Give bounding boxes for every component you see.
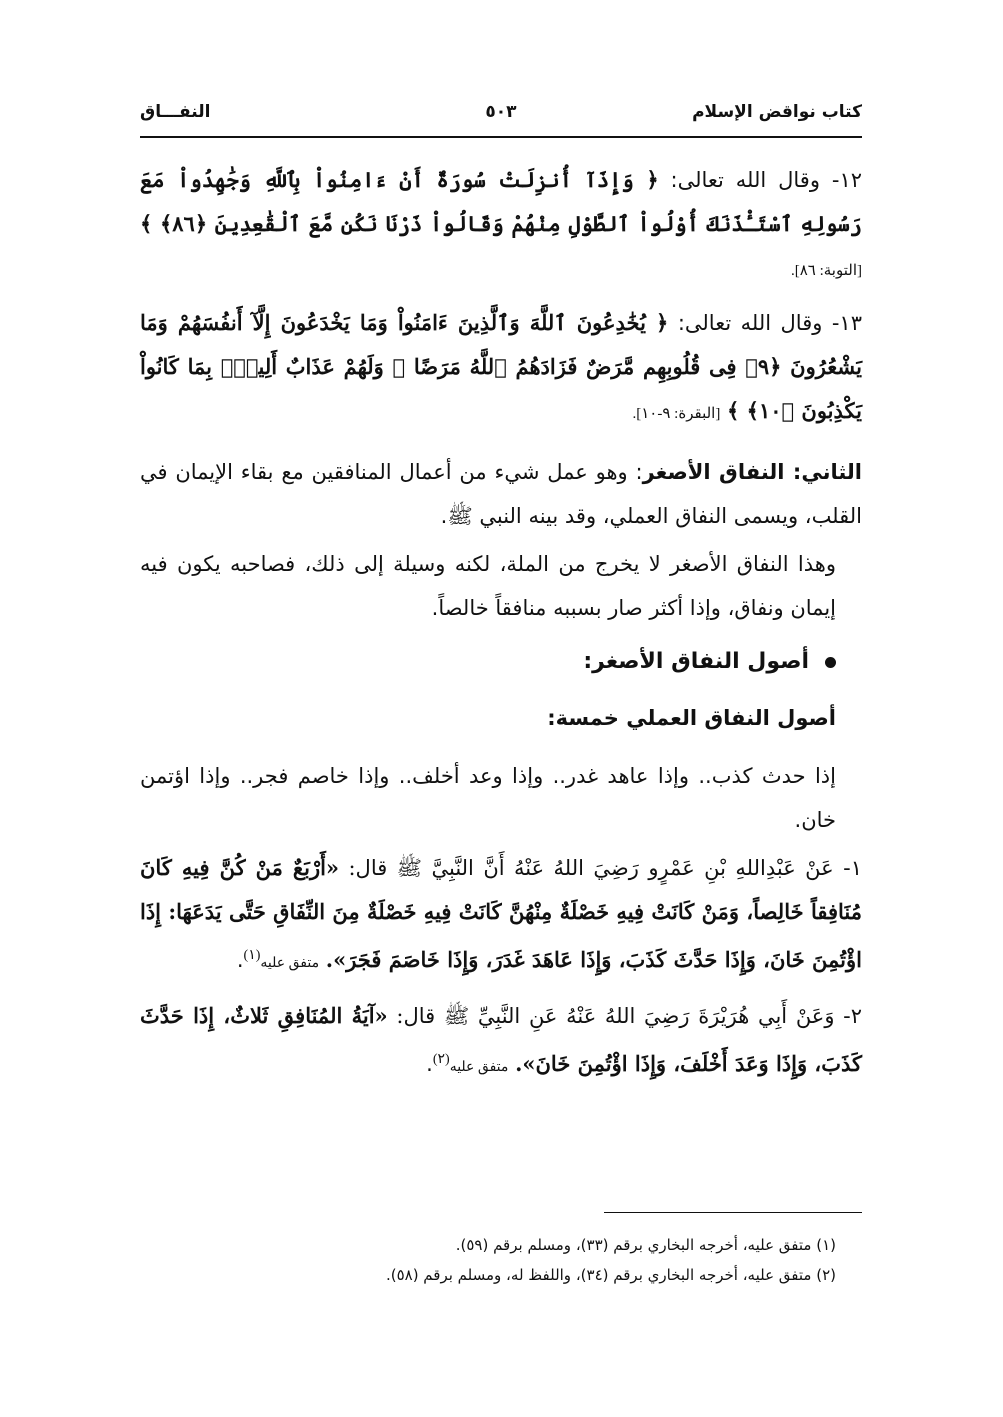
verse-label: ١٢- وقال الله تعالى: (670, 168, 862, 192)
hadith-number: ١- (843, 856, 862, 880)
bullet-heading-row (140, 640, 862, 684)
footnote-mark: (١) (243, 948, 261, 963)
definition-term: الثاني: النفاق الأصغر (642, 460, 862, 484)
verse-reference: [التوبة: ٨٦]. (790, 263, 862, 279)
minor-hypocrisy-paragraph: وهذا النفاق الأصغر لا يخرج من الملة، لكنه وسيلة إلى ذلك، فصاحبه يكون فيه إيمان ونفاق، وإذا أكثر صار بسببه منافقاً خالصاً. (140, 552, 836, 620)
footnotes (140, 1230, 862, 1290)
definition-text: : وهو عمل شيء من أعمال المنافقين مع بقاء الإيمان في القلب، ويسمى النفاق العملي، وقد بينه النبي ﷺ. (140, 460, 862, 528)
book-title: كتاب نواقض الإسلام (692, 102, 862, 122)
verse-item-13 (140, 301, 862, 436)
traits-list-text: إذا حدث كذب.. وإذا عاهد غدر.. وإذا وعد أخلف.. وإذا خاصم فجر.. وإذا اؤتمن خان. (140, 764, 836, 832)
hadith-source: متفق عليه (260, 956, 320, 971)
hadith-text: «آيَةُ المُنَافِقِ ثَلاثٌ، إِذَا حَدَّثَ كَذَبَ، وَإِذَا وَعَدَ أَخْلَفَ، وَإِذَا اؤْتُمِنَ خَانَ». (140, 1003, 862, 1076)
quran-verse: ﴿ وَإِذَآ أُنزِلَتْ سُورَةٌ أَنْ ءَامِنُواْ بِٱللَّهِ وَجَٰهِدُواْ مَعَ رَسُولِهِ ٱسْتَـْٔذَنَكَ أُوْلُواْ ٱلطَّوْلِ مِنْهُمْ وَقَالُواْ ذَرْنَا نَكُن مَّعَ ٱلْقَٰعِدِينَ ﴿٨٦﴾ ﴾ (140, 167, 862, 236)
hadith-number: ٢- (843, 1004, 863, 1028)
hadith-source: متفق عليه (449, 1060, 509, 1075)
chapter-title: النفـــاق (140, 102, 211, 122)
minor-hypocrisy-definition (140, 450, 862, 538)
verse-reference: [البقرة: ٩-١٠]. (632, 406, 721, 422)
page-body (140, 158, 862, 1098)
footnote-mark: (٢) (432, 1052, 450, 1067)
verse-label: ١٣- وقال الله تعالى: (677, 311, 862, 335)
sub-heading: أصول النفاق العملي خمسة: (547, 706, 836, 730)
footnote-1: (١) متفق عليه، أخرجه البخاري برقم (٣٣)، ومسلم برقم (٥٩). (455, 1236, 836, 1254)
footnote-divider (604, 1212, 862, 1213)
hadith-text: «أَرْبَعٌ مَنْ كُنَّ فِيهِ كَانَ مُنَافِقاً خَالِصاً، وَمَنْ كَانَتْ فِيهِ خَصْلَةٌ مِنْهُنَّ كَانَتْ فِيهِ خَصْلَةٌ مِنَ النِّفَاقِ حَتَّى يَدَعَهَا: إِذَا اؤْتُمِنَ خَانَ، وَإِذَا حَدَّثَ كَذَبَ، وَإِذَا عَاهَدَ غَدَرَ، وَإِذَا خَاصَمَ فَجَرَ». (140, 855, 862, 972)
hadith-item-2: ٢- وَعَنْ أَبِي هُرَيْرَةَ رَضِيَ اللهُ عَنْهُ عَنِ النَّبِيِّ ﷺ قال: «آيَةُ المُنَافِقِ ثَلاثٌ، إِذَا حَدَّثَ كَذَبَ، وَإِذَا وَعَدَ أَخْلَفَ، وَإِذَا اؤْتُمِنَ خَانَ». متفق عليه$^{(٢)}$. (140, 1003, 863, 1076)
hadith-item-1: ١- عَنْ عَبْدِاللهِ بْنِ عَمْرٍو رَضِيَ اللهُ عَنْهُ أَنَّ النَّبِيَّ ﷺ قال: «أَرْبَعٌ مَنْ كُنَّ فِيهِ كَانَ مُنَافِقاً خَالِصاً، وَمَنْ كَانَتْ فِيهِ خَصْلَةٌ مِنْهُنَّ كَانَتْ فِيهِ خَصْلَةٌ مِنَ النِّفَاقِ حَتَّى يَدَعَهَا: إِذَا اؤْتُمِنَ خَانَ، وَإِذَا حَدَّثَ كَذَبَ، وَإِذَا عَاهَدَ غَدَرَ، وَإِذَا خَاصَمَ فَجَرَ». متفق عليه$^{(١)}$. (140, 855, 862, 972)
footnote-2: (٢) متفق عليه، أخرجه البخاري برقم (٣٤)، واللفظ له، ومسلم برقم (٥٨). (385, 1266, 836, 1284)
hadith-intro: عَنْ عَبْدِاللهِ بْنِ عَمْرٍو رَضِيَ اللهُ عَنْهُ أَنَّ النَّبِيَّ ﷺ قال: (348, 856, 834, 880)
page-number: ٥٠٣ (485, 102, 517, 122)
verse-item-12 (140, 158, 862, 293)
page-header (140, 96, 862, 138)
bullet-dot-icon (825, 657, 836, 668)
quran-verse: ﴿ يُخَٰدِعُونَ ٱللَّهَ وَٱلَّذِينَ ءَامَنُواْ وَمَا يَخْدَعُونَ إِلَّآ أَنفُسَهُمْ وَمَا يَشْعُرُونَ ﴿٩﴾ فِى قُلُوبِهِم مَّرَضٌ فَزَادَهُمُ ٱللَّهُ مَرَضًا ۖ وَلَهُمْ عَذَابٌ أَلِيمٌۢ بِمَا كَانُواْ يَكْذِبُونَ ﴿١٠﴾ ﴾ (140, 310, 863, 423)
bullet-heading: أصول النفاق الأصغر: (583, 649, 809, 674)
hadith-intro: وَعَنْ أَبِي هُرَيْرَةَ رَضِيَ اللهُ عَنْهُ عَنِ النَّبِيِّ ﷺ قال: (396, 1004, 835, 1028)
